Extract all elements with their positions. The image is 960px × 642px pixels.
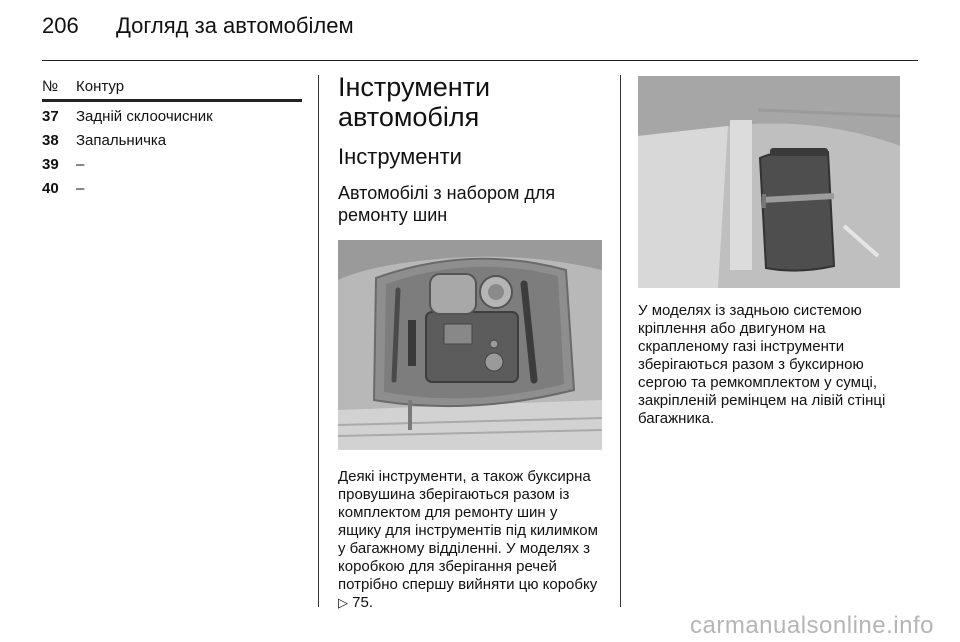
page-number: 206 bbox=[42, 13, 79, 38]
column-divider bbox=[620, 75, 621, 607]
col-number-header: № bbox=[42, 78, 59, 95]
page-title: Догляд за автомобілем bbox=[116, 13, 354, 38]
fuse-number: 38 bbox=[42, 132, 59, 149]
fuse-circuit: Запальничка bbox=[76, 132, 167, 149]
fuse-number: 39 bbox=[42, 156, 59, 173]
paragraph-tool-storage bbox=[338, 468, 602, 612]
tool-bag-illustration bbox=[638, 76, 900, 288]
tool-box-photo bbox=[338, 240, 602, 450]
column-divider bbox=[318, 75, 319, 607]
paragraph-tool-bag: У моделях із задньою системою кріплення або двигуном на скрапленому газі інструменти зберігаються разом з буксирною сергою та ремкомплектом у сумці, закріпленій ремінцем на лівій стінці багажника. bbox=[638, 302, 886, 427]
fuse-table bbox=[42, 78, 302, 198]
table-row bbox=[42, 180, 302, 198]
section-tools bbox=[338, 72, 602, 612]
fuse-circuit: – bbox=[76, 180, 85, 197]
header-rule bbox=[42, 60, 918, 61]
watermark: carmanualsonline.info bbox=[690, 612, 934, 639]
table-row bbox=[42, 132, 302, 150]
section-subheading: Інструменти bbox=[338, 144, 462, 169]
table-row bbox=[42, 156, 302, 174]
arrow-reference-icon[interactable]: ▷ bbox=[338, 595, 348, 610]
fuse-number: 40 bbox=[42, 180, 59, 197]
fuse-circuit: – bbox=[76, 156, 85, 173]
page-reference[interactable]: 75. bbox=[352, 594, 374, 611]
tool-bag-photo bbox=[638, 76, 900, 288]
section-heading: Інструменти автомобіля bbox=[338, 72, 491, 132]
fuse-circuit: Задній склоочисник bbox=[76, 108, 213, 125]
section-tools-bag bbox=[638, 76, 900, 428]
section-subsubheading: Автомобілі з набором для ремонту шин bbox=[338, 183, 556, 225]
page-header bbox=[42, 13, 918, 49]
fuse-table-header bbox=[42, 78, 302, 102]
fuse-number: 37 bbox=[42, 108, 59, 125]
col-circuit-header: Контур bbox=[76, 78, 125, 95]
tool-box-illustration bbox=[338, 240, 602, 450]
paragraph-tool-storage-text: Деякі інструменти, а також буксирна провушина зберігаються разом із комплектом для ремонту шин у ящику для інструментів під килимком у багажному відділенні. У моделях з коробкою для зберігання речей потрібно спершу вийняти цю коробку bbox=[338, 468, 598, 593]
table-row bbox=[42, 108, 302, 126]
